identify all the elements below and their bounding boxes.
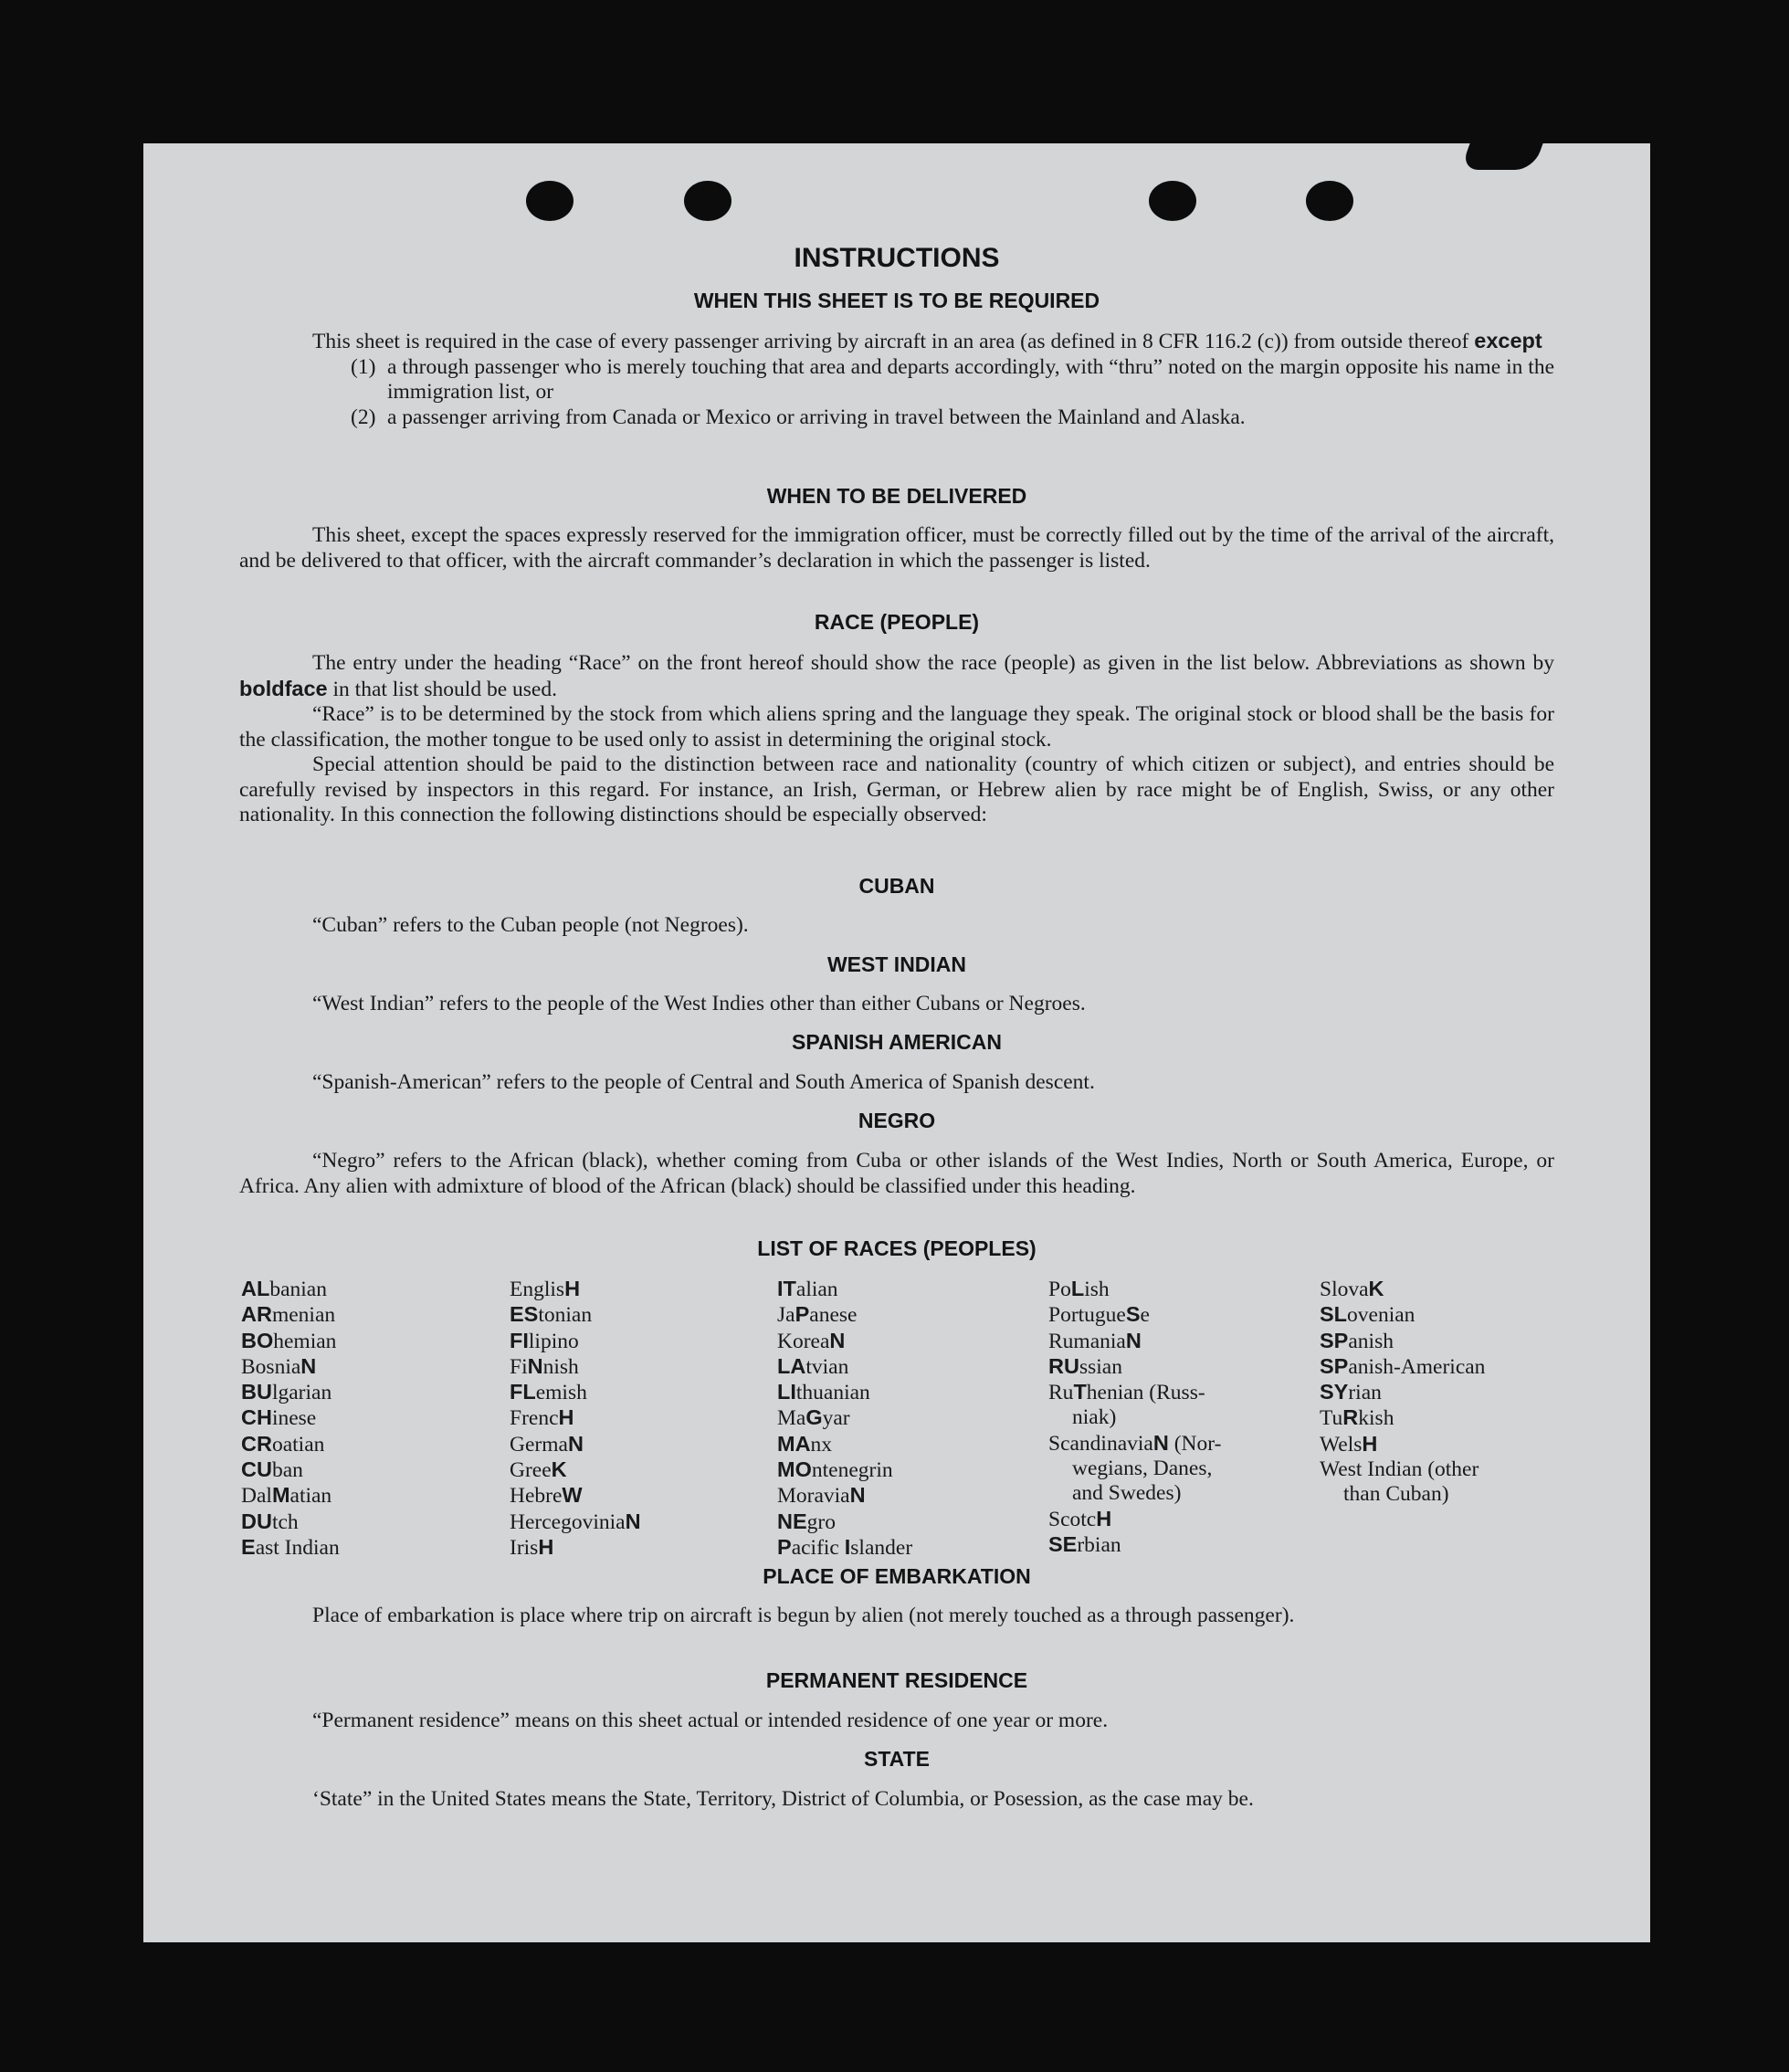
residence-paragraph: “Permanent residence” means on this sheet actual or intended residence of one year or more. bbox=[312, 1709, 1109, 1732]
race-entry: CHinese bbox=[241, 1405, 317, 1431]
delivered-section bbox=[239, 523, 1554, 573]
heading-cuban: CUBAN bbox=[858, 874, 935, 898]
spanish-american-section bbox=[239, 1070, 1554, 1096]
race-entry: FrencH bbox=[510, 1405, 574, 1431]
race-entry: MAnx bbox=[777, 1431, 833, 1457]
race-entry: WelsH bbox=[1320, 1431, 1378, 1457]
race-entry: JaPanese bbox=[777, 1302, 858, 1328]
residence-section bbox=[239, 1709, 1554, 1734]
race-column-1 bbox=[241, 1277, 340, 1561]
race-entry: than Cuban) bbox=[1343, 1482, 1449, 1507]
race-entry: niak) bbox=[1072, 1405, 1117, 1430]
race-entry: and Swedes) bbox=[1072, 1481, 1182, 1506]
cuban-paragraph: “Cuban” refers to the Cuban people (not Negroes). bbox=[312, 913, 749, 937]
race-paragraph-3: Special attention should be paid to the distinction between race and nationality (country of which citizen or subject), and entries should be carefully revised by inspectors in this regard. For instance, an Irish, German, or Hebrew alien by race might be of English, Swiss, or any other nationality. In this connection the following distinctions should be especially observed: bbox=[239, 752, 1554, 826]
race-entry: LAtvian bbox=[777, 1353, 849, 1379]
punch-hole bbox=[1149, 181, 1196, 221]
exception-item-1: (1) a through passenger who is merely touching that area and departs accordingly, with “thru” noted on the margin opposite his name in the immigration list, or bbox=[351, 354, 1554, 404]
race-entry: wegians, Danes, bbox=[1072, 1457, 1213, 1481]
heading-list-of-races: LIST OF RACES (PEOPLES) bbox=[757, 1236, 1037, 1260]
race-entry: FiNnish bbox=[510, 1353, 579, 1379]
race-entry: PortugueSe bbox=[1048, 1302, 1150, 1328]
heading-spanish-american: SPANISH AMERICAN bbox=[791, 1030, 1002, 1054]
west-indian-section bbox=[239, 992, 1554, 1017]
race-entry: LIthuanian bbox=[777, 1380, 870, 1405]
race-entry: East Indian bbox=[241, 1534, 340, 1560]
race-entry: ALbanian bbox=[241, 1277, 327, 1301]
heading-embarkation: PLACE OF EMBARKATION bbox=[763, 1564, 1031, 1588]
race-entry: GermaN bbox=[510, 1431, 584, 1457]
race-entry: ScotcH bbox=[1048, 1506, 1112, 1531]
punch-hole bbox=[526, 181, 574, 221]
race-entry: GreeK bbox=[510, 1457, 567, 1483]
embarkation-section bbox=[239, 1604, 1554, 1629]
race-entry: FIlipino bbox=[510, 1328, 579, 1353]
race-entry: ARmenian bbox=[241, 1302, 336, 1328]
exception-item-2: (2) a passenger arriving from Canada or Mexico or arriving in travel between the Mainland and Alaska. bbox=[351, 405, 1246, 429]
required-paragraph: This sheet is required in the case of every passenger arriving by aircraft in an area (as defined in 8 CFR 116.2 (c)) from outside thereof except bbox=[312, 329, 1542, 353]
race-entry: CRoatian bbox=[241, 1431, 325, 1457]
west-indian-paragraph: “West Indian” refers to the people of the West Indies other than either Cubans or Negroes. bbox=[312, 992, 1086, 1015]
race-paragraph-2: “Race” is to be determined by the stock from which aliens spring and the language they speak. The original stock or blood shall be the basis for the classification, the mother tongue to be used only to assist in determining the original stock. bbox=[239, 702, 1554, 752]
race-column-3 bbox=[777, 1277, 912, 1561]
race-paragraph-1: The entry under the heading “Race” on the front hereof should show the race (people) as given in the list below. Abbreviations as shown by boldface in that list should be used. bbox=[239, 651, 1554, 701]
heading-permanent-residence: PERMANENT RESIDENCE bbox=[765, 1668, 1028, 1692]
state-section bbox=[239, 1787, 1554, 1813]
spanish-american-paragraph: “Spanish-American” refers to the people of Central and South America of Spanish descent. bbox=[312, 1070, 1095, 1094]
state-paragraph: ‘State” in the United States means the State, Territory, District of Columbia, or Posession, as the case may be. bbox=[312, 1787, 1254, 1811]
embarkation-paragraph: Place of embarkation is place where trip on aircraft is begun by alien (not merely touched as a through passenger). bbox=[312, 1604, 1295, 1627]
race-entry: EnglisH bbox=[510, 1277, 581, 1301]
race-entry: NEgro bbox=[777, 1509, 836, 1534]
race-entry: SlovaK bbox=[1320, 1277, 1384, 1301]
race-entry: SPanish bbox=[1320, 1328, 1394, 1353]
heading-required: WHEN THIS SHEET IS TO BE REQUIRED bbox=[693, 289, 1100, 312]
heading-delivered: WHEN TO BE DELIVERED bbox=[766, 484, 1027, 508]
race-entry: RumaniaN bbox=[1048, 1328, 1142, 1353]
race-entry: RuThenian (Russ- bbox=[1048, 1380, 1205, 1405]
race-entry: BUlgarian bbox=[241, 1380, 332, 1405]
race-entry: SErbian bbox=[1048, 1531, 1121, 1557]
race-entry: West Indian (other bbox=[1320, 1457, 1479, 1482]
race-entry: ITalian bbox=[777, 1277, 838, 1301]
heading-race: RACE (PEOPLE) bbox=[814, 610, 980, 634]
race-section bbox=[239, 651, 1554, 828]
race-entry: IrisH bbox=[510, 1534, 554, 1560]
race-entry: SYrian bbox=[1320, 1380, 1382, 1405]
race-entry: HercegoviniaN bbox=[510, 1509, 641, 1534]
race-entry: DUtch bbox=[241, 1509, 299, 1534]
required-section bbox=[239, 329, 1554, 430]
race-entry: Pacific Islander bbox=[777, 1534, 913, 1560]
race-entry: FLemish bbox=[510, 1380, 587, 1405]
race-entry: TuRkish bbox=[1320, 1405, 1394, 1431]
race-column-4 bbox=[1048, 1277, 1221, 1558]
race-entry: SLovenian bbox=[1320, 1302, 1415, 1328]
punch-hole bbox=[1306, 181, 1353, 221]
heading-state: STATE bbox=[864, 1747, 930, 1771]
heading-negro: NEGRO bbox=[858, 1109, 936, 1132]
race-entry: DalMatian bbox=[241, 1483, 332, 1509]
race-entry: BosniaN bbox=[241, 1353, 317, 1379]
race-entry: MoraviaN bbox=[777, 1483, 866, 1509]
race-entry: CUban bbox=[241, 1457, 303, 1483]
delivered-paragraph: This sheet, except the spaces expressly reserved for the immigration officer, must be correctly filled out by the time of the arrival of the aircraft, and be delivered to that officer, with the aircraft commander’s declaration in which the passenger is listed. bbox=[239, 523, 1554, 573]
race-entry: BOhemian bbox=[241, 1328, 337, 1353]
race-entry: SPanish-American bbox=[1320, 1353, 1486, 1379]
race-entry: MaGyar bbox=[777, 1405, 850, 1431]
race-entry: KoreaN bbox=[777, 1328, 846, 1353]
race-entry: HebreW bbox=[510, 1483, 583, 1509]
cuban-section bbox=[239, 913, 1554, 939]
race-entry: ScandinaviaN (Nor- bbox=[1048, 1430, 1222, 1456]
race-column-5 bbox=[1320, 1277, 1485, 1508]
negro-paragraph: “Negro” refers to the African (black), whether coming from Cuba or other islands of the West Indies, North or South America, Europe, or Africa. Any alien with admixture of blood of the African (black) should be classified under this heading. bbox=[239, 1149, 1554, 1198]
punch-hole bbox=[684, 181, 731, 221]
race-column-2 bbox=[510, 1277, 641, 1561]
heading-west-indian: WEST INDIAN bbox=[826, 952, 967, 976]
race-entry: RUssian bbox=[1048, 1353, 1122, 1379]
race-entry: PoLish bbox=[1048, 1277, 1110, 1301]
page-title: INSTRUCTIONS bbox=[794, 243, 1000, 273]
negro-section bbox=[239, 1149, 1554, 1199]
race-entry: EStonian bbox=[510, 1302, 593, 1328]
race-entry: MOntenegrin bbox=[777, 1457, 893, 1483]
